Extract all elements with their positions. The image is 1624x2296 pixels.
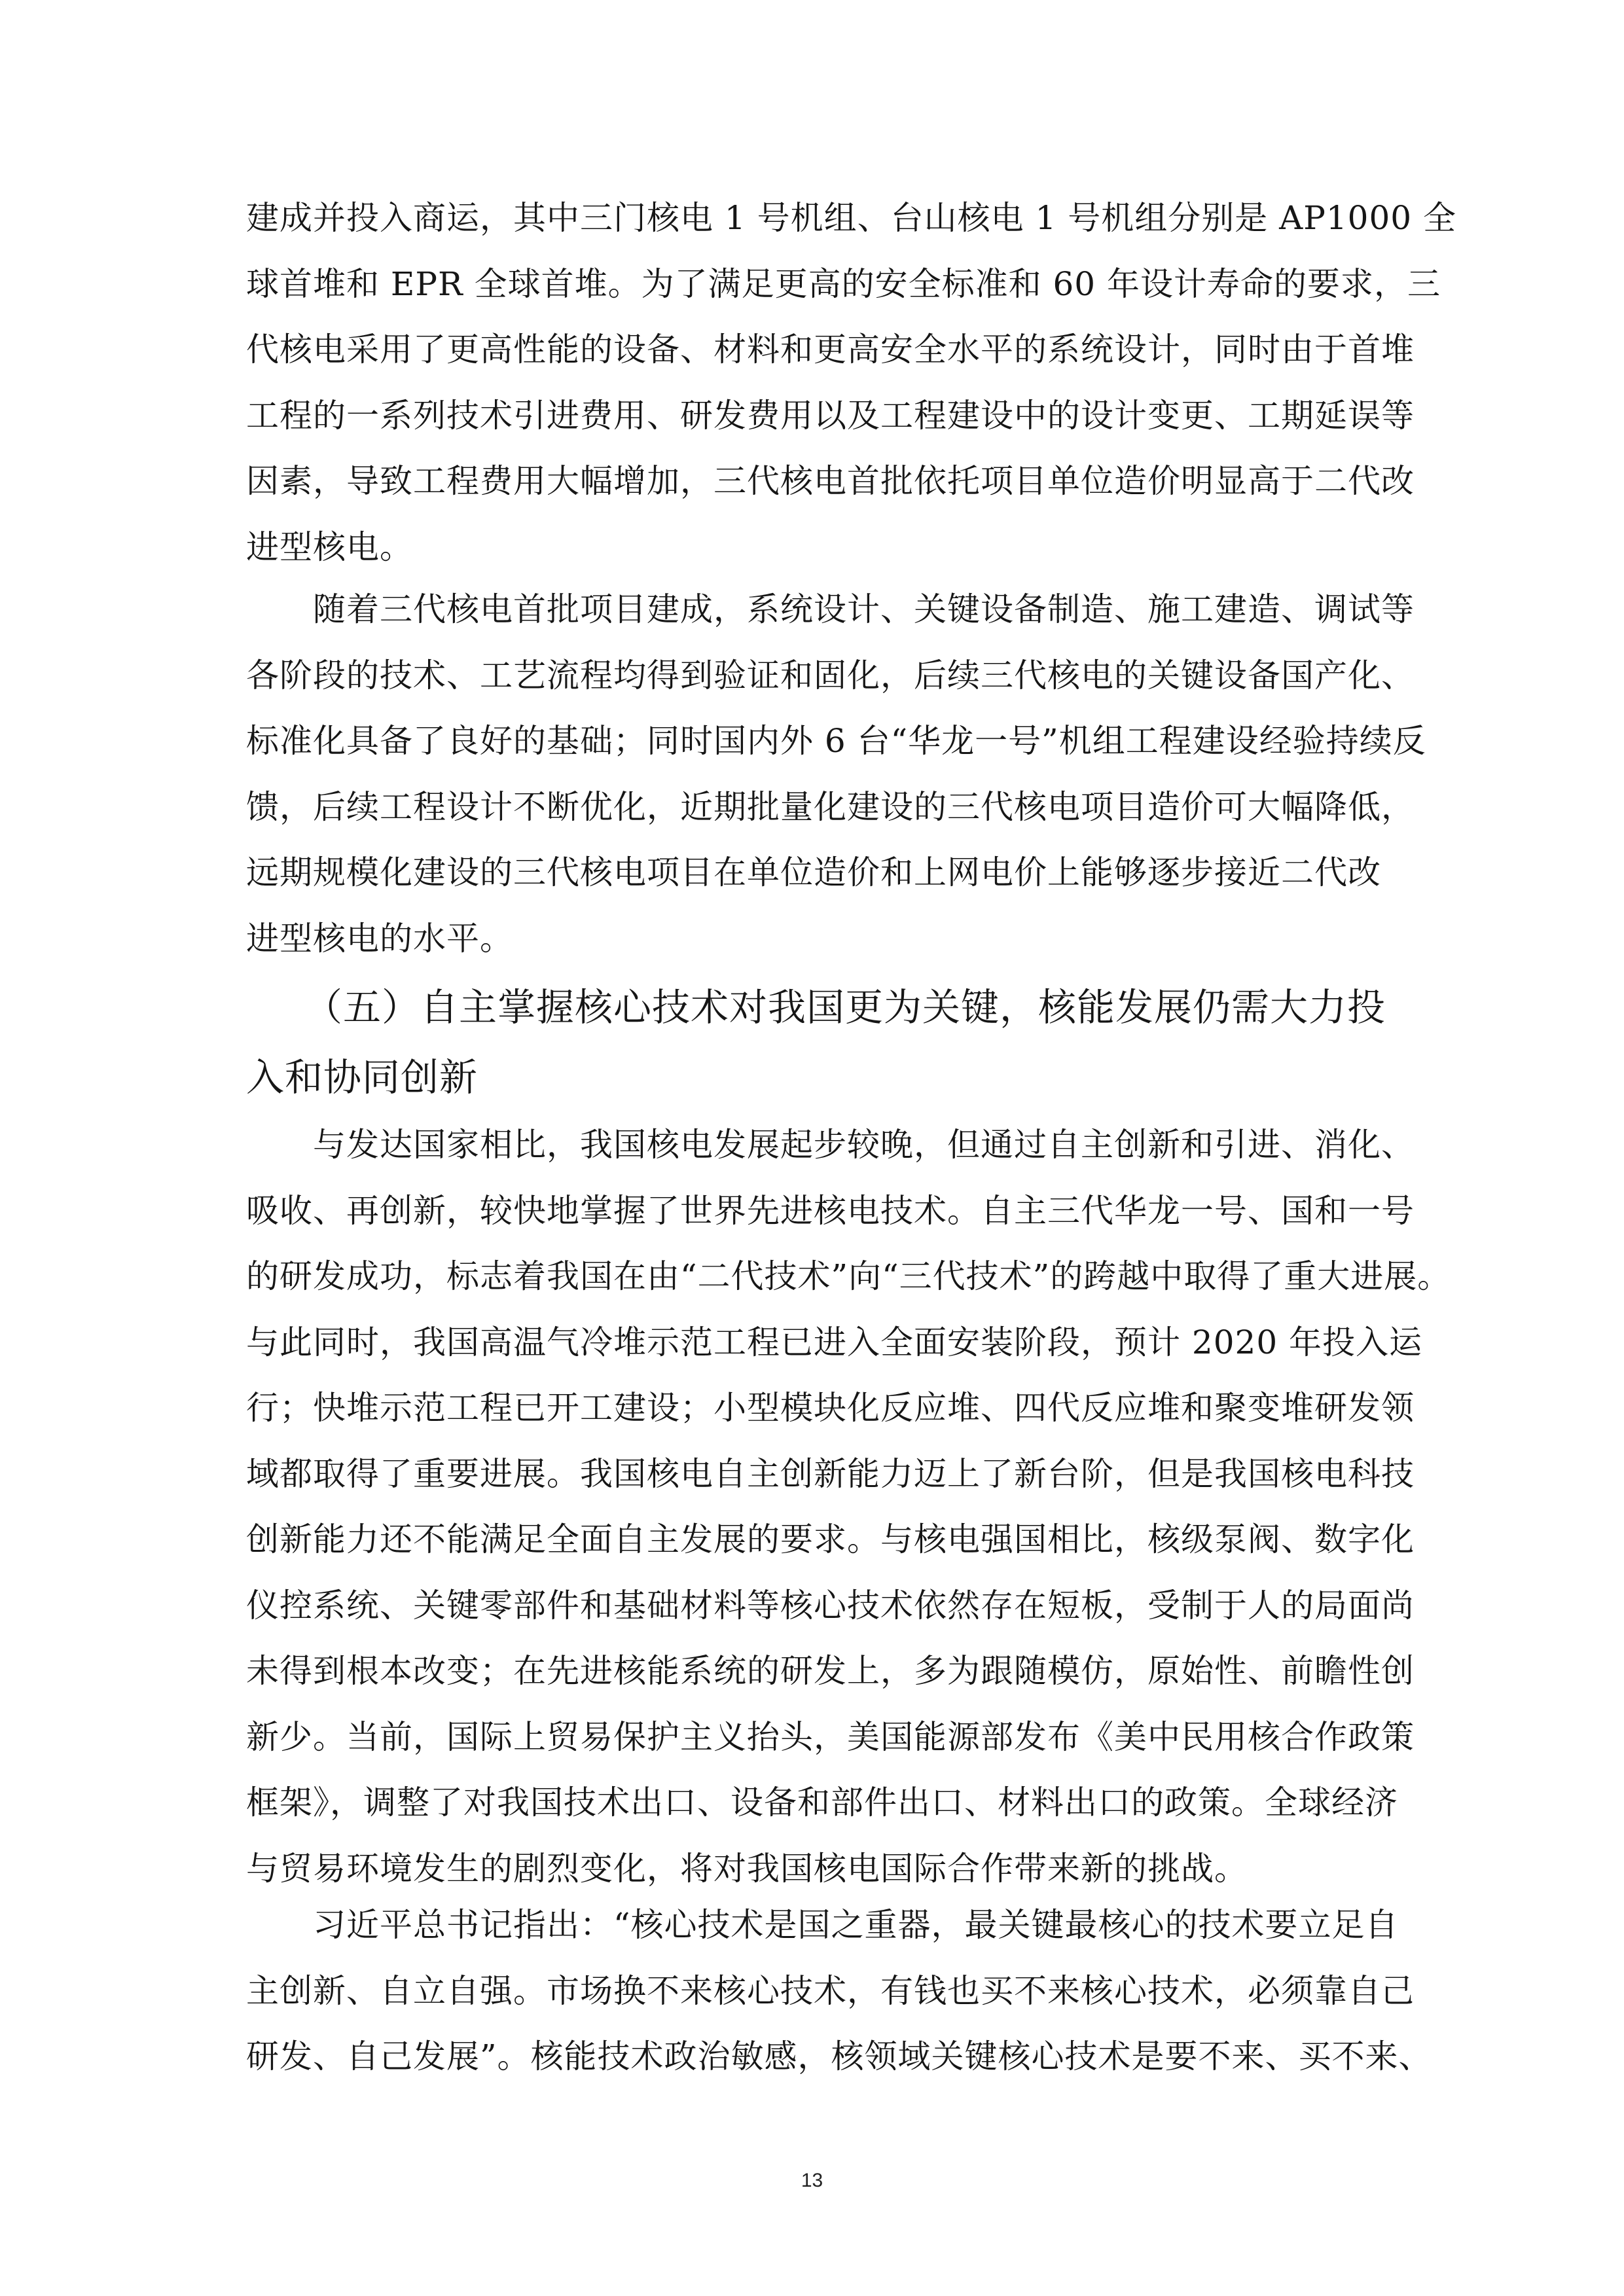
text-line: 主创新、自立自强。市场换不来核心技术，有钱也买不来核心技术，必须靠自己: [246, 1971, 1415, 2010]
text-line: 与贸易环境发生的剧烈变化，将对我国核电国际合作带来新的挑战。: [246, 1849, 1248, 1888]
heading-line: 入和协同创新: [246, 1055, 478, 1100]
text-line: 框架》，调整了对我国技术出口、设备和部件出口、材料出口的政策。全球经济: [246, 1784, 1398, 1821]
text-line: 球首堆和 EPR 全球首堆。为了满足更高的安全标准和 60 年设计寿命的要求，三: [246, 264, 1441, 303]
text-line: 习近平总书记指出：“核心技术是国之重器，最关键最核心的技术要立足自: [246, 1906, 1399, 1944]
text-line: 远期规模化建设的三代核电项目在单位造价和上网电价上能够逐步接近二代改: [246, 853, 1381, 891]
text-line: 与此同时，我国高温气冷堆示范工程已进入全面安装阶段，预计 2020 年投入运: [246, 1323, 1423, 1361]
text-line: 的研发成功，标志着我国在由“二代技术”向“三代技术”的跨越中取得了重大进展。: [246, 1257, 1451, 1295]
heading-line: （五）自主掌握核心技术对我国更为关键，核能发展仍需大力投: [246, 985, 1386, 1030]
section-heading: [246, 973, 1385, 1113]
text-line: 各阶段的技术、工艺流程均得到验证和固化，后续三代核电的关键设备国产化、: [246, 656, 1415, 694]
text-line: 仪控系统、关键零部件和基础材料等核心技术依然存在短板，受制于人的局面尚: [246, 1586, 1415, 1624]
text-line: 新少。当前，国际上贸易保护主义抬头，美国能源部发布《美中民用核合作政策: [246, 1717, 1415, 1756]
text-line: 工程的一系列技术引进费用、研发费用以及工程建设中的设计变更、工期延误等: [246, 396, 1415, 435]
text-line: 与发达国家相比，我国核电发展起步较晚，但通过自主创新和引进、消化、: [246, 1126, 1415, 1164]
text-line: 标准化具备了良好的基础；同时国内外 6 台“华龙一号”机组工程建设经验持续反: [246, 722, 1426, 760]
text-line: 吸收、再创新，较快地掌握了世界先进核电技术。自主三代华龙一号、国和一号: [246, 1191, 1415, 1230]
text-line: 研发、自己发展”。核能技术政治敏感，核领域关键核心技术是要不来、买不来、: [246, 2037, 1432, 2075]
text-line: 代核电采用了更高性能的设备、材料和更高安全水平的系统设计，同时由于首堆: [246, 331, 1415, 368]
paragraph-4: [246, 1892, 1432, 2090]
text-line: 域都取得了重要进展。我国核电自主创新能力迈上了新台阶，但是我国核电科技: [246, 1454, 1415, 1493]
paragraph-3: [246, 1112, 1451, 1901]
text-line: 进型核电。: [246, 528, 413, 566]
text-line: 馈，后续工程设计不断优化，近期批量化建设的三代核电项目造价可大幅降低，: [246, 787, 1415, 826]
paragraph-1: [246, 185, 1456, 580]
text-line: 因素，导致工程费用大幅增加，三代核电首批依托项目单位造价明显高于二代改: [246, 462, 1415, 500]
text-line: 进型核电的水平。: [246, 919, 513, 958]
page-number: 13: [801, 2170, 823, 2191]
paragraph-2: [246, 577, 1426, 971]
text-line: 随着三代核电首批项目建成，系统设计、关键设备制造、施工建造、调试等: [246, 590, 1415, 628]
text-line: 未得到根本改变；在先进核能系统的研发上，多为跟随模仿，原始性、前瞻性创: [246, 1652, 1415, 1690]
text-line: 建成并投入商运，其中三门核电 1 号机组、台山核电 1 号机组分别是 AP1000 全: [246, 199, 1456, 237]
text-line: 创新能力还不能满足全面自主发展的要求。与核电强国相比，核级泵阀、数字化: [246, 1520, 1415, 1558]
text-line: 行；快堆示范工程已开工建设；小型模块化反应堆、四代反应堆和聚变堆研发领: [246, 1389, 1415, 1427]
